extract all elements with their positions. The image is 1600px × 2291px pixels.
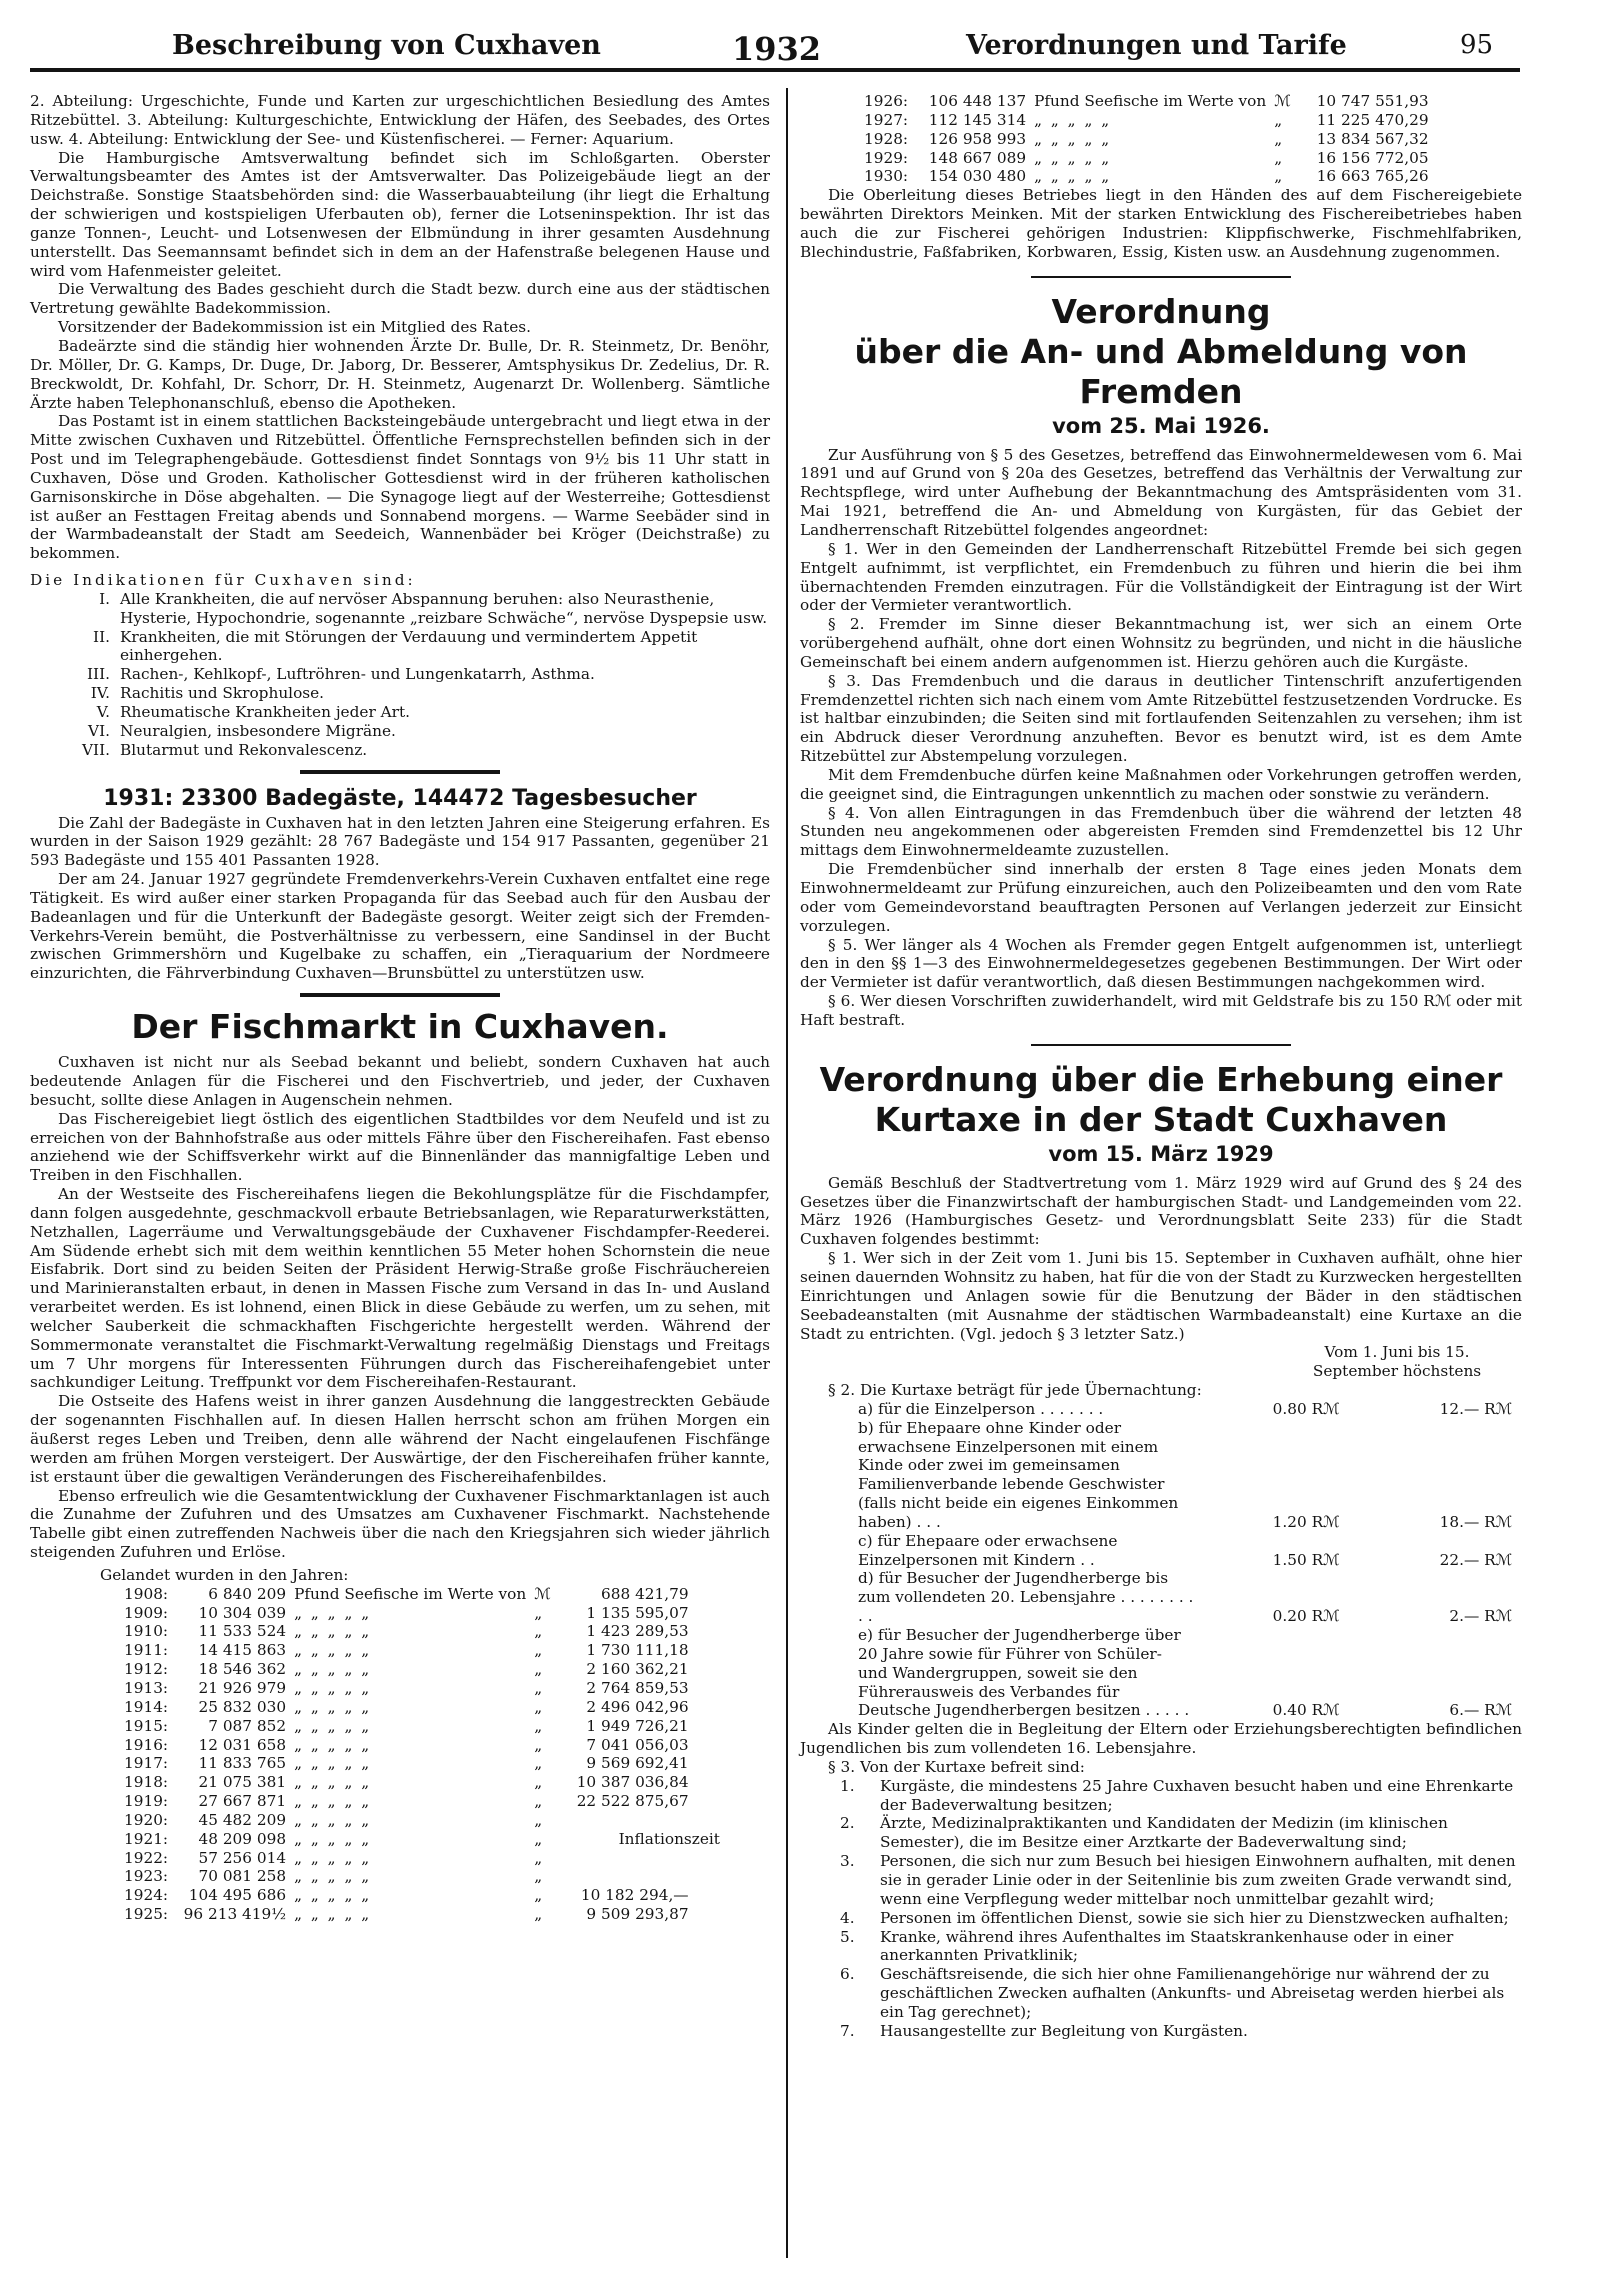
ditto-mark: „ <box>534 1716 543 1735</box>
ordinance-1-section-4: § 4. Von allen Eintragungen in das Fremdenbuch über die während der letzten 48 Stunden neu angekommenen oder abgereisten Fremden sind Fremdenzettel bis 12 Uhr mittags dem Einwohnermeldeamte zuzustellen. <box>800 803 1522 860</box>
landing-year: 1923: <box>124 1867 169 1886</box>
exemption-number: 4. <box>840 1908 855 1927</box>
landing-year: 1911: <box>124 1641 169 1660</box>
landing-pounds: 104 495 686 <box>188 1886 287 1905</box>
ordinance-2-subtitle: Kurtaxe in der Stadt Cuxhaven <box>874 1099 1448 1139</box>
table-row <box>860 149 1433 168</box>
landing-value <box>555 1849 693 1868</box>
exemption-number: 2. <box>840 1814 855 1833</box>
ordinance-1-section-3: § 3. Das Fremdenbuch und die daraus in deutlicher Tintenschrift anzufertigenden Fremdenzettel richten sich nach einem vom Amte Ritzebüttel festzusetzenden Vordrucke. Es ist haltbar einzubinden; die Seiten sind mit fortlaufenden Seitenzahlen zu versehen; ihm ist ein Abdruck dieser Verordnung anzuheften. Bevor es benutzt wird, ist es dem Amte Ritzebüttel zur Abstempelung vorzulegen. <box>800 671 1522 766</box>
landing-pounds: 96 213 419½ <box>183 1905 287 1924</box>
ordinance-1-section-2: § 2. Fremder im Sinne dieser Bekanntmachung ist, wer sich an einem Orte vorübergehend aufhält, ohne dort einen Wohnsitz zu begründen, und nicht in die häusliche Gemeinschaft bei einem andern aufgenommen ist. Hierzu gehören auch die Kurgäste. <box>800 615 1522 671</box>
table-row <box>120 1717 693 1736</box>
tourism-association-paragraph: Der am 24. Januar 1927 gegründete Fremdenverkehrs-Verein Cuxhaven entfaltet eine rege Tätigkeit. Es wird außer einer starken Propaganda für das Seebad auch für den Ausbau der Badeanlagen und für die Unterkunft der Badegäste gesorgt. Weiter zeigt sich der Fremden-Verkehrs-Verein bemüht, die Postverhältnisse zu verbessern, eine Sandinsel in der Bucht zwischen Grimmershörn und Kugelbake zu schaffen, ein „Tieraquarium der Nordmeere einzurichten, die Fährverbindung Cuxhaven—Brunsbüttel zu unterstützen usw. <box>30 870 770 983</box>
table-row <box>120 1622 693 1641</box>
kurtaxe-category: b) für Ehepaare ohne Kinder oder erwachsene Einzelpersonen mit einem Kinde oder zwei im gemeinsamen Familienverbande lebende Geschwister (falls nicht beide ein eigenes Einkommen haben) . . . <box>858 1418 1179 1531</box>
ditto-marks: „ „ „ „ „ <box>294 1754 372 1773</box>
exemption-number: 5. <box>840 1927 855 1946</box>
table-row <box>120 1905 693 1924</box>
ditto-marks: „ „ „ „ „ <box>294 1810 372 1829</box>
ordinance-2-section-3: § 3. Von der Kurtaxe befreit sind: <box>828 1757 1085 1776</box>
landing-year: 1922: <box>124 1848 169 1867</box>
currency-sign: ℳ <box>534 1584 551 1603</box>
kurtaxe-per-night: 1.20 Rℳ <box>1272 1512 1340 1531</box>
ditto-marks: „ „ „ „ „ <box>294 1678 372 1697</box>
kurtaxe-season-max: 18.— Rℳ <box>1439 1512 1512 1531</box>
exemption-number: 1. <box>840 1776 855 1795</box>
landing-value: 9 509 293,87 <box>586 1905 689 1924</box>
kurtaxe-per-night: 0.20 Rℳ <box>1272 1607 1340 1626</box>
table-row <box>120 1792 693 1811</box>
ditto-mark: „ <box>534 1622 543 1641</box>
ordinance-2-section-1: § 1. Wer sich in der Zeit vom 1. Juni bis 15. September in Cuxhaven aufhält, ohne hier seinen dauernden Wohnsitz zu haben, hat für die von der Stadt zu Kurzwecken hergestellten Einrichtungen und Anlagen sowie für die Benutzung der Bäder in den städtischen Seebadeanstalten (mit Ausnahme der städtischen Warmbadeanstalt) eine Kurtaxe an die Stadt zu entrichten. (Vgl. jedoch § 3 letzter Satz.) <box>800 1249 1522 1343</box>
landing-year: 1929: <box>864 148 909 167</box>
landing-pounds: 48 209 098 <box>198 1829 287 1848</box>
indication-item <box>30 722 770 741</box>
ditto-marks: „ „ „ „ „ <box>294 1773 372 1792</box>
landing-unit: Pfund Seefische im Werte von <box>294 1584 527 1603</box>
physicians-paragraph: Badeärzte sind die ständig hier wohnenden Ärzte Dr. Bulle, Dr. R. Steinmetz, Dr. Benöhr, Dr. Möller, Dr. G. Kamps, Dr. Duge, Dr. Jaborg, Dr. Besserer, Amtsphysikus Dr. Zedelius, Dr. R. Breckwoldt, Dr. Kohfahl, Dr. Schorr, Dr. H. Steinmetz, Augenarzt Dr. Wollenberg. Sämtliche Ärzte haben Telephonanschluß, ebenso die Apotheken. <box>30 336 770 412</box>
landing-value: 1 949 726,21 <box>586 1716 689 1735</box>
exemptions-list <box>800 1777 1522 2041</box>
post-office-paragraph: Das Postamt ist in einem stattlichen Backsteingebäude untergebracht und liegt etwa in der Mitte zwischen Cuxhaven und Ritzebüttel. Öffentliche Fernsprechstellen befinden sich in der Post und im Telegraphengebäude. Gottesdienst findet Sonntags von 9½ bis 11 Uhr statt in Cuxhaven, Döse und Groden. Katholischer Gottesdienst wird in der früheren katholischen Garnisonskirche in Döse abgehalten. — Die Synagoge liegt auf der Westerreihe; Gottesdienst ist außer an Festtagen Freitag abends und Sonnabend morgens. — Warme Seebäder sind in der Warmbadeanstalt der Stadt am Seedeich, Wannenbäder bei Kröger (Deichstraße) zu bekommen. <box>30 412 770 563</box>
ditto-mark: „ <box>534 1641 543 1660</box>
ditto-marks: „ „ „ „ „ <box>294 1660 372 1679</box>
ditto-marks: „ „ „ „ „ <box>1034 110 1112 129</box>
exemption-item <box>840 2022 1522 2041</box>
ordinance-1-title: Verordnung <box>1051 291 1271 331</box>
fish-market-paragraph-4: Die Ostseite des Hafens weist in ihrer ganzen Ausdehnung die langgestreckten Gebäude der sogenannten Fischhallen auf. In diesen Hallen herrscht schon am frühen Morgen ein äußerst reges Leben und Treiben, denn alle während der Nacht eingelaufenen Fischfänge werden am frühen Morgen versteigert. Der Auswärtige, der den Fischereihafen früher kannte, ist erstaunt über die gewaltigen Veränderungen des Fischereihafenbildes. <box>30 1392 770 1486</box>
landing-year: 1910: <box>124 1622 169 1641</box>
ditto-mark: „ <box>534 1829 543 1848</box>
landing-year: 1927: <box>864 110 909 129</box>
landing-pounds: 45 482 209 <box>198 1810 287 1829</box>
ditto-mark: „ <box>534 1735 543 1754</box>
ditto-mark: „ <box>534 1905 543 1924</box>
kurtaxe-category: d) für Besucher der Jugendherberge bis zum vollendeten 20. Lebensjahre . . . . . . . . . . <box>858 1569 1194 1626</box>
ordinance-2-intro: Gemäß Beschluß der Stadtvertretung vom 1. März 1929 wird auf Grund des § 24 des Gesetzes über die Finanzwirtschaft der hamburgischen Stadt- und Landgemeinden vom 22. März 1926 (Hamburgisches Gesetz- und Verordnungsblatt Seite 233) für die Stadt Cuxhaven folgendes bestimmt: <box>800 1173 1522 1249</box>
page-number: 95 <box>1460 30 1494 60</box>
ordinance-1-section-4b: Die Fremdenbücher sind innerhalb der ersten 8 Tage eines jeden Monats dem Einwohnermeldeamt zur Prüfung einzureichen, auch den Polizeibeamten und den vom Rate oder vom Gemeindevorstand beauftragten Personen auf Verlangen jederzeit zur Einsicht vorzulegen. <box>800 860 1522 935</box>
exemption-text: Personen im öffentlichen Dienst, sowie sie sich hier zu Dienstzwecken aufhalten; <box>880 1908 1509 1927</box>
indication-number: III. <box>87 665 110 684</box>
landing-pounds: 70 081 258 <box>198 1867 287 1886</box>
ditto-marks: „ „ „ „ „ <box>294 1697 372 1716</box>
ditto-marks: „ „ „ „ „ <box>294 1829 372 1848</box>
kurtaxe-row <box>858 1569 1522 1626</box>
kurtaxe-per-night: 0.80 Rℳ <box>1272 1399 1340 1418</box>
table-row <box>120 1867 693 1886</box>
running-header-left: Beschreibung von Cuxhaven <box>172 30 601 61</box>
column-rule <box>786 88 788 2258</box>
landing-year: 1916: <box>124 1735 169 1754</box>
ditto-mark: „ <box>534 1792 543 1811</box>
exemption-item <box>840 1852 1522 1909</box>
commission-chair-paragraph: Vorsitzender der Badekommission ist ein Mitglied des Rates. <box>58 318 532 337</box>
kurtaxe-row <box>858 1626 1522 1720</box>
ordinance-1-section-1: § 1. Wer in den Gemeinden der Landherrenschaft Ritzebüttel Fremde bei sich gegen Entgelt aufnimmt, ist verpflichtet, ein Fremdenbuch zu führen und hierin die bei ihm übernachtenden Fremden einzutragen. Für die Vollständigkeit der Eintragung ist der Wirt oder der Vermieter verantwortlich. <box>800 539 1522 615</box>
ditto-marks: „ „ „ „ „ <box>294 1603 372 1622</box>
table-row <box>120 1754 693 1773</box>
ditto-marks: „ „ „ „ „ <box>1034 148 1112 167</box>
section-divider <box>300 770 500 774</box>
indication-item <box>30 590 770 628</box>
ordinance-1-section-3b: Mit dem Fremdenbuche dürfen keine Maßnahmen oder Vorkehrungen getroffen werden, die geeignet sind, die Eintragungen unkenntlich zu machen oder sonstwie zu verändern. <box>800 765 1522 803</box>
landing-value: 16 663 765,26 <box>1316 167 1429 186</box>
landing-pounds: 12 031 658 <box>198 1735 287 1754</box>
table-row <box>120 1660 693 1679</box>
kurtaxe-category: c) für Ehepaare oder erwachsene Einzelpersonen mit Kindern . . <box>858 1531 1118 1569</box>
table-row <box>120 1830 693 1849</box>
exemption-item <box>840 1928 1522 1966</box>
ditto-mark: „ <box>534 1773 543 1792</box>
ditto-mark: „ <box>534 1603 543 1622</box>
indication-number: II. <box>93 627 110 646</box>
ditto-mark: „ <box>534 1660 543 1679</box>
landing-value <box>555 1829 720 1849</box>
ditto-mark: „ <box>1274 167 1283 186</box>
ditto-mark: „ <box>534 1886 543 1905</box>
section-divider <box>1031 276 1291 278</box>
ditto-marks: „ „ „ „ „ <box>1034 129 1112 148</box>
landing-pounds: 21 926 979 <box>198 1678 287 1697</box>
exemption-text: Personen, die sich nur zum Besuch bei hiesigen Einwohnern aufhalten, mit denen sie in gerader Linie oder in der Seitenlinie bis zum zweiten Grade verwandt sind, wenn eine Verpflegung weder mittelbar noch unmittelbar gezahlt wird; <box>880 1852 1516 1908</box>
landing-value: 13 834 567,32 <box>1316 129 1429 148</box>
ditto-marks: „ „ „ „ „ <box>294 1622 372 1641</box>
indications-list <box>30 590 770 760</box>
exemption-item <box>840 1814 1522 1852</box>
management-paragraph: Die Oberleitung dieses Betriebes liegt in den Händen des auf dem Fischereigebiete bewährten Direktors Meinken. Mit der starken Entwicklung des Fischereibetriebes haben auch die zur Fischerei gehörigen Industrien: Klippfischwerke, Fischmehlfabriken, Blechindustrie, Faßfabriken, Korbwaren, Essig, Kisten usw. an Ausdehnung zugenommen. <box>800 186 1522 261</box>
landing-pounds: 25 832 030 <box>198 1697 287 1716</box>
ordinance-1-section-5: § 5. Wer länger als 4 Wochen als Fremder gegen Entgelt aufgenommen ist, unterliegt den in den §§ 1—3 des Einwohnermeldegesetzes gegebenen Bestimmungen. Der Wirt oder der Vermieter ist dafür verantwortlich, daß diesen Bestimmungen nachgekommen wird. <box>800 935 1522 992</box>
ditto-mark: „ <box>534 1754 543 1773</box>
indication-text: Rachitis und Skrophulose. <box>120 684 325 703</box>
landing-pounds: 11 833 765 <box>198 1754 287 1773</box>
landing-unit: Pfund Seefische im Werte von <box>1034 92 1267 110</box>
landing-value: 22 522 875,67 <box>576 1792 689 1811</box>
fish-market-paragraph-1: Cuxhaven ist nicht nur als Seebad bekannt und beliebt, sondern Cuxhaven hat auch bedeutende Anlagen für die Fischerei und den Fischvertrieb, und jeder, der Cuxhaven besucht, sollte diese Anlagen in Augenschein nehmen. <box>30 1053 770 1109</box>
landing-value: 16 156 772,05 <box>1316 148 1429 167</box>
table-row <box>860 130 1433 149</box>
table-row <box>120 1604 693 1623</box>
landing-year: 1918: <box>124 1773 169 1792</box>
landings-table-caption: Gelandet wurden in den Jahren: <box>100 1565 349 1584</box>
ditto-marks: „ „ „ „ „ <box>294 1848 372 1867</box>
visitor-statistics-heading: 1931: 23300 Badegäste, 144472 Tagesbesucher <box>103 785 697 811</box>
ordinance-1-subtitle: über die An- und Abmeldung von Fremden <box>854 331 1468 411</box>
landing-pounds: 57 256 014 <box>198 1848 287 1867</box>
landing-value: 10 182 294,— <box>580 1886 689 1905</box>
indication-number: IV. <box>90 684 110 703</box>
currency-sign: ℳ <box>1274 92 1291 110</box>
fish-market-paragraph-5: Ebenso erfreulich wie die Gesamtentwicklung der Cuxhavener Fischmarktanlagen ist auch die Zunahme der Zufuhren und des Umsatzes am Cuxhavener Fischmarkt. Nachstehende Tabelle gibt einen zutreffenden Nachweis über die nach den Kriegsjahren sich wieder jährlich steigenden Zufuhren und Erlöse. <box>30 1486 770 1562</box>
indication-number: VII. <box>82 740 110 759</box>
ditto-marks: „ „ „ „ „ <box>294 1716 372 1735</box>
landing-value: 11 225 470,29 <box>1316 110 1429 129</box>
right-column <box>800 92 1522 2041</box>
exemption-item <box>840 1909 1522 1928</box>
landing-pounds: 11 533 524 <box>198 1622 287 1641</box>
landing-pounds: 154 030 480 <box>928 167 1027 186</box>
kurtaxe-per-night: 1.50 Rℳ <box>1272 1550 1340 1569</box>
table-row <box>120 1679 693 1698</box>
kurtaxe-table <box>858 1400 1522 1720</box>
header-rule <box>30 68 1520 72</box>
landings-table <box>120 1584 720 1924</box>
table-row <box>860 111 1433 130</box>
table-row <box>860 167 1433 186</box>
landing-year: 1920: <box>124 1810 169 1829</box>
kurtaxe-season-max: 22.— Rℳ <box>1439 1550 1512 1569</box>
landing-year: 1925: <box>124 1905 169 1924</box>
section-divider <box>300 993 500 997</box>
ditto-mark: „ <box>1274 110 1283 129</box>
landing-year: 1926: <box>864 92 909 110</box>
landing-value <box>555 1867 693 1886</box>
ditto-marks: „ „ „ „ „ <box>294 1886 372 1905</box>
kurtaxe-row <box>858 1532 1522 1570</box>
landing-pounds: 148 667 089 <box>928 148 1027 167</box>
indication-number: VI. <box>88 721 110 740</box>
landing-value: 2 764 859,53 <box>586 1678 689 1697</box>
landing-year: 1930: <box>864 167 909 186</box>
ditto-mark: „ <box>1274 148 1283 167</box>
landing-year: 1924: <box>124 1886 169 1905</box>
ordinance-1-date: vom 25. Mai 1926. <box>1052 413 1270 438</box>
kurtaxe-row <box>858 1400 1522 1419</box>
landing-year: 1919: <box>124 1792 169 1811</box>
indication-item <box>30 665 770 684</box>
ditto-marks: „ „ „ „ „ <box>294 1792 372 1811</box>
indication-item <box>30 741 770 760</box>
landing-year: 1921: <box>124 1829 169 1848</box>
indication-text: Rachen-, Kehlkopf-, Luftröhren- und Lungenkatarrh, Asthma. <box>120 665 595 684</box>
landing-year: 1909: <box>124 1603 169 1622</box>
landing-pounds: 106 448 137 <box>928 92 1027 110</box>
indication-number: V. <box>96 703 110 721</box>
table-row <box>120 1773 693 1792</box>
landing-pounds: 126 958 993 <box>928 129 1027 148</box>
running-header-right: Verordnungen und Tarife <box>966 30 1347 61</box>
administration-paragraph: Die Hamburgische Amtsverwaltung befindet sich im Schloßgarten. Oberster Verwaltungsbeamter des Amtes ist der Amtsverwalter. Das Polizeigebäude liegt an der Deichstraße. Sonstige Staatsbehörden sind: die Wasserbauabteilung (ihr liegt die Erhaltung der schwierigen und kostspieligen Uferbauten ob), ferner die Lotseninspektion. Ihr ist das ganze Tonnen-, Leucht- und Lotsenwesen der Elbmündung in ihrer gesamten Ausdehnung unterstellt. Das Seemannsamt befindet sich in dem an der Hafenstraße belegenen Hause und wird vom Hafenmeister geleitet. <box>30 148 770 280</box>
museum-departments-text: 2. Abteilung: Urgeschichte, Funde und Karten zur urgeschichtlichen Besiedlung des Amtes Ritzebüttel. 3. Abteilung: Kulturgeschichte, Entwicklung der Häfen, des Seebades, des Ortes usw. 4. Abteilung: Entwicklung der See- und Küstenfischerei. — Ferner: Aquarium. <box>30 92 770 148</box>
ditto-mark: „ <box>534 1867 543 1886</box>
exemption-text: Ärzte, Medizinalpraktikanten und Kandidaten der Medizin (im klinischen Semester), die im Besitze einer Arztkarte der Badeverwaltung sind; <box>880 1814 1448 1852</box>
ditto-marks: „ „ „ „ „ <box>294 1641 372 1660</box>
exemption-number: 6. <box>840 1965 855 1984</box>
landing-pounds: 10 304 039 <box>198 1603 287 1622</box>
table-row <box>120 1849 693 1868</box>
table-row <box>120 1641 693 1660</box>
landing-pounds: 112 145 314 <box>928 110 1027 129</box>
kurtaxe-category: a) für die Einzelperson . . . . . . . <box>858 1399 1104 1418</box>
visitor-count-paragraph: Die Zahl der Badegäste in Cuxhaven hat in den letzten Jahren eine Steigerung erfahren. Es wurden in der Saison 1929 gezählt: 28 767 Badegäste und 154 917 Passanten, gegenüber 21 593 Badegäste und 155 401 Passanten 1928. <box>30 813 770 870</box>
ditto-mark: „ <box>534 1697 543 1716</box>
ordinance-1-section-6: § 6. Wer diesen Vorschriften zuwiderhandelt, wird mit Geldstrafe bis zu 150 Rℳ oder mit Haft bestraft. <box>800 992 1522 1029</box>
ditto-mark: „ <box>534 1810 543 1829</box>
kurtaxe-season-header: Vom 1. Juni bis 15. September höchstens <box>1312 1343 1482 1381</box>
indication-text: Blutarmut und Rekonvalescenz. <box>120 740 368 759</box>
indications-title: Die Indikationen für Cuxhaven sind: <box>30 571 416 590</box>
indication-text: Neuralgien, insbesondere Migräne. <box>120 721 396 740</box>
indication-text: Krankheiten, die mit Störungen der Verdauung und vermindertem Appetit einhergehen. <box>120 627 698 665</box>
landing-pounds: 7 087 852 <box>208 1716 287 1735</box>
indication-text: Alle Krankheiten, die auf nervöser Abspannung beruhen: also Neurasthenie, Hysterie, Hypochondrie, sogenannte „reizbare Schwäche“, nervöse Dyspepsie usw. <box>120 589 768 627</box>
landing-pounds: 21 075 381 <box>198 1773 287 1792</box>
children-definition: Als Kinder gelten die in Begleitung der Eltern oder Erziehungsberechtigten befindlichen Jugendlichen bis zum vollendeten 16. Lebensjahre. <box>800 1720 1522 1758</box>
ditto-marks: „ „ „ „ „ <box>1034 167 1112 186</box>
exemption-text: Geschäftsreisende, die sich hier ohne Familienangehörige nur während der zu geschäftlichen Zwecken aufhalten (Ankunfts- und Abreisetag werden hierbei als ein Tag gerechnet); <box>880 1965 1505 2021</box>
landing-value: 1 423 289,53 <box>586 1622 689 1641</box>
running-header-year: 1932 <box>732 30 822 68</box>
kurtaxe-category: e) für Besucher der Jugendherberge über 20 Jahre sowie für Führer von Schüler- und Wandergruppen, soweit sie den Führerausweis des Verbandes für Deutsche Jugendherbergen besitzen . . . . . <box>858 1626 1190 1720</box>
landing-year: 1915: <box>124 1716 169 1735</box>
landing-value: 1 730 111,18 <box>586 1641 689 1660</box>
fish-market-paragraph-2: Das Fischereigebiet liegt östlich des eigentlichen Stadtbildes vor dem Neufeld und ist zu erreichen von der Bahnhofstraße aus oder mittels Fähre über den Fischereihafen. Fast ebenso anziehend wie der Schiffsverkehr wirkt auf die Binnenländer das mannigfaltige Leben und Treiben in den Fischhallen. <box>30 1109 770 1185</box>
landing-value: 1 135 595,07 <box>586 1603 689 1622</box>
table-row <box>860 92 1433 111</box>
table-row <box>120 1585 693 1604</box>
landing-year: 1908: <box>124 1584 169 1603</box>
exemption-item <box>840 1777 1522 1815</box>
indication-text: Rheumatische Krankheiten jeder Art. <box>120 703 410 721</box>
table-row <box>120 1698 693 1717</box>
inflation-period-label: Inflationszeit <box>618 1829 720 1848</box>
table-row <box>120 1886 693 1905</box>
landing-value: 10 387 036,84 <box>576 1773 689 1792</box>
exemption-number: 7. <box>840 2021 855 2040</box>
landing-value: 2 160 362,21 <box>586 1660 689 1679</box>
ditto-marks: „ „ „ „ „ <box>294 1867 372 1886</box>
ditto-marks: „ „ „ „ „ <box>294 1735 372 1754</box>
kurtaxe-season-max: 6.— Rℳ <box>1449 1701 1512 1720</box>
kurtaxe-season-max: 12.— Rℳ <box>1439 1399 1512 1418</box>
fish-market-heading: Der Fischmarkt in Cuxhaven. <box>131 1007 669 1047</box>
exemption-text: Hausangestellte zur Begleitung von Kurgästen. <box>880 2021 1248 2040</box>
section-divider <box>1031 1044 1291 1046</box>
landing-year: 1917: <box>124 1754 169 1773</box>
kurtaxe-season-max: 2.— Rℳ <box>1449 1607 1512 1626</box>
landing-pounds: 14 415 863 <box>198 1641 287 1660</box>
landing-value <box>555 1811 693 1830</box>
indication-item <box>30 628 770 666</box>
fish-market-paragraph-3: An der Westseite des Fischereihafens liegen die Bekohlungsplätze für die Fischdampfer, dann folgen ausgedehnte, geschmackvoll erbaute Betriebsanlagen, wie Reparaturwerkstätten, Netzhallen, Lagerräume und Verwaltungsgebäude der Cuxhavener Fischdampfer-Reederei. Am Südende erhebt sich mit dem weithin kenntlichen 55 Meter hohen Schornstein die neue Eisfabrik. Dort sind zu beiden Seiten der Präsident Herwig-Straße große Fischräuchereien und Marinieranstalten erbaut, in denen in Massen Fische zum Versand in das In- und Ausland verarbeitet werden. Es ist lohnend, einen Blick in diese Gebäude zu werfen, um zu sehen, mit welcher Sauberkeit die schmackhaften Fischgerichte hergestellt werden. Während der Sommermonate veranstaltet die Fischmarkt-Verwaltung regelmäßig Dienstags und Freitags um 7 Uhr morgens für Interessenten Führungen durch das Fischereihafengebiet unter sachkundiger Leitung. Treffpunkt vor dem Fischereihafen-Restaurant. <box>30 1185 770 1392</box>
landings-table-continued <box>860 92 1433 186</box>
ditto-marks: „ „ „ „ „ <box>294 1905 372 1924</box>
table-row <box>120 1811 693 1830</box>
exemption-text: Kurgäste, die mindestens 25 Jahre Cuxhaven besucht haben und eine Ehrenkarte der Badeverwaltung besitzen; <box>880 1776 1514 1814</box>
landing-pounds: 18 546 362 <box>198 1660 287 1679</box>
kurtaxe-per-night: 0.40 Rℳ <box>1272 1701 1340 1720</box>
bath-administration-paragraph: Die Verwaltung des Bades geschieht durch die Stadt bezw. durch eine aus der städtischen Vertretung gewählte Badekommission. <box>30 280 770 318</box>
exemption-text: Kranke, während ihres Aufenthaltes im Staatskrankenhause oder in einer anerkannten Privatklinik; <box>880 1927 1454 1965</box>
exemption-number: 3. <box>840 1852 855 1871</box>
landing-pounds: 6 840 209 <box>208 1584 287 1603</box>
landing-year: 1928: <box>864 129 909 148</box>
indication-item <box>30 703 770 722</box>
left-column <box>30 92 770 1924</box>
kurtaxe-row <box>858 1419 1522 1532</box>
landing-value: 7 041 056,03 <box>586 1735 689 1754</box>
landing-value: 688 421,79 <box>601 1584 689 1603</box>
landing-year: 1914: <box>124 1697 169 1716</box>
table-row <box>120 1736 693 1755</box>
landing-value: 10 747 551,93 <box>1316 92 1429 110</box>
landing-year: 1912: <box>124 1660 169 1679</box>
indication-number: I. <box>99 589 110 608</box>
landing-value: 9 569 692,41 <box>586 1754 689 1773</box>
indication-item <box>30 684 770 703</box>
ditto-mark: „ <box>1274 129 1283 148</box>
landing-year: 1913: <box>124 1678 169 1697</box>
landing-pounds: 27 667 871 <box>198 1792 287 1811</box>
landing-value: 2 496 042,96 <box>586 1697 689 1716</box>
ditto-mark: „ <box>534 1678 543 1697</box>
ordinance-2-section-2: § 2. Die Kurtaxe beträgt für jede Übernachtung: <box>828 1381 1202 1400</box>
ordinance-2-title: Verordnung über die Erhebung einer <box>819 1059 1503 1099</box>
ditto-mark: „ <box>534 1848 543 1867</box>
exemption-item <box>840 1965 1522 2022</box>
ordinance-1-intro: Zur Ausführung von § 5 des Gesetzes, betreffend das Einwohnermeldewesen vom 6. Mai 1891 und auf Grund von § 20a des Gesetzes, betreffend das Verhältnis der Verwaltung zur Rechtspflege, wird unter Aufhebung der Bekanntmachung des Amtspräsidenten vom 31. Mai 1921, betreffend die An- und Abmeldung von Kurgästen, für das Gebiet der Landherrenschaft Ritzebüttel folgendes angeordnet: <box>800 445 1522 539</box>
ordinance-2-date: vom 15. März 1929 <box>1048 1141 1274 1166</box>
